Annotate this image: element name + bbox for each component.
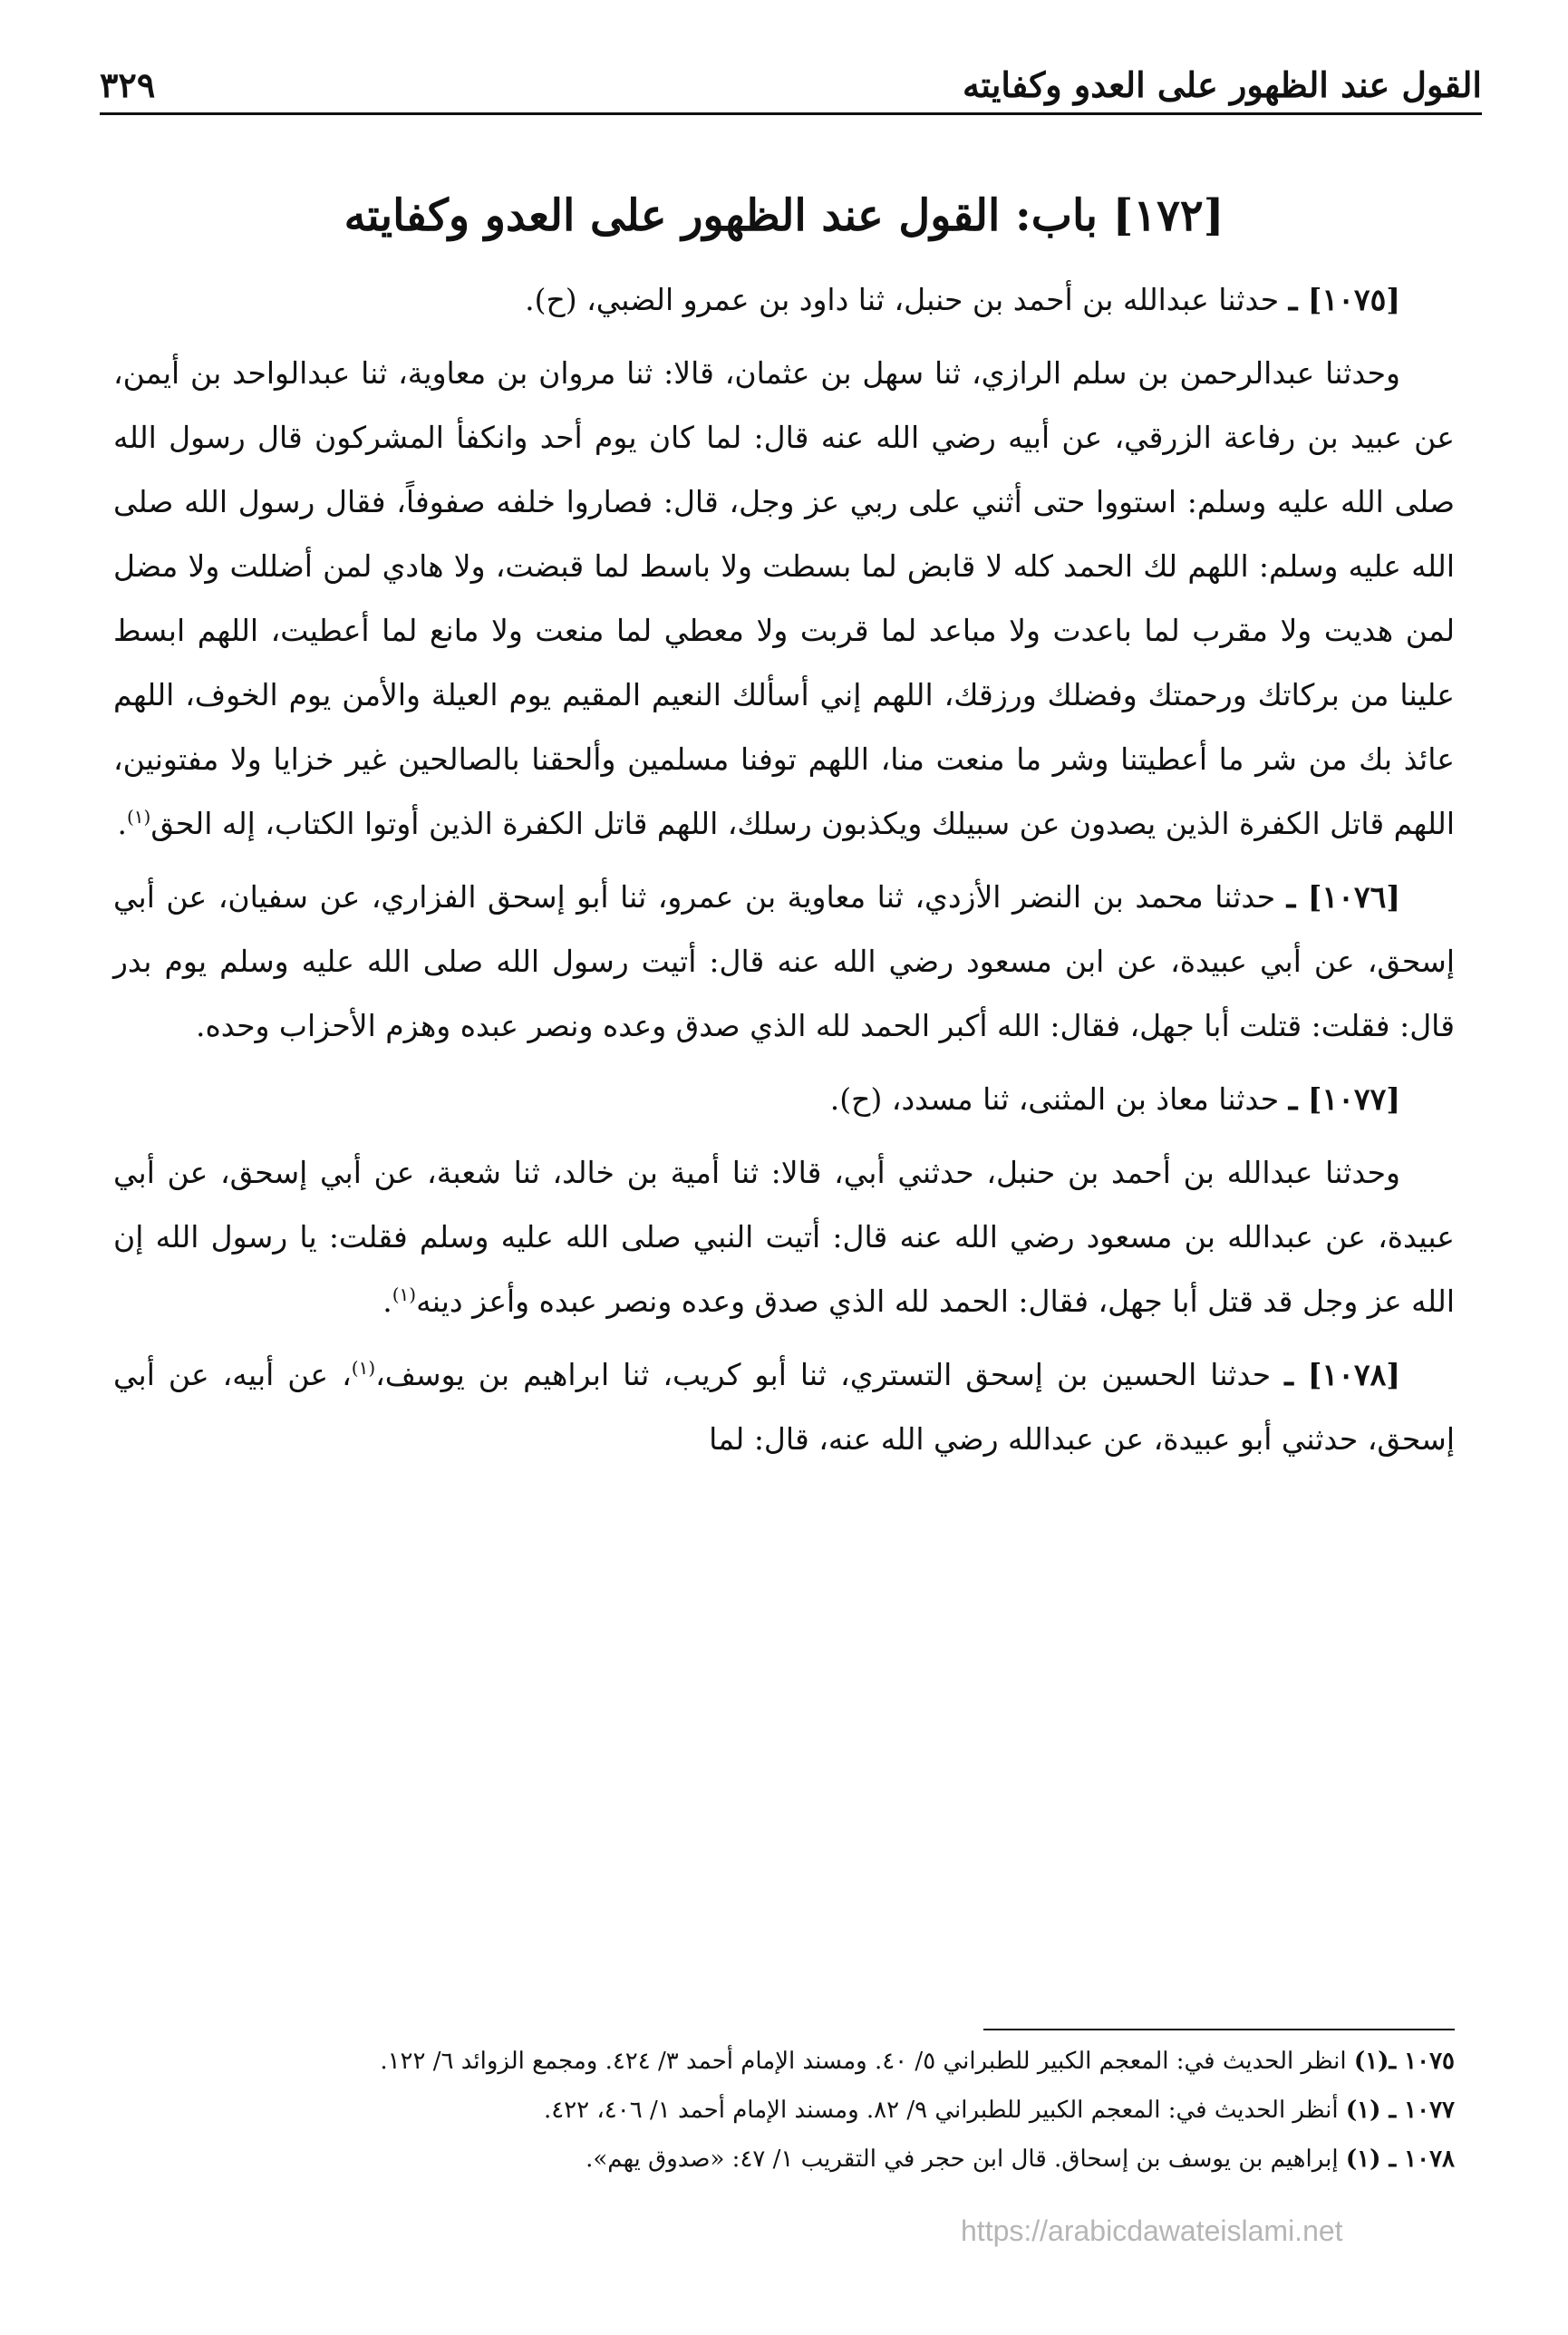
hadith-text: حدثنا الحسين بن إسحق التستري، ثنا أبو كريب، ثنا ابراهيم بن يوسف، [375, 1357, 1285, 1392]
footnote-marker: (١) [392, 1284, 417, 1305]
footnotes [113, 2039, 1455, 2186]
body-text [113, 267, 1455, 1480]
page-number: ٣٢٩ [100, 63, 156, 105]
hadith-paragraph [113, 1140, 1455, 1333]
footnote-marker: (١) [351, 1357, 376, 1379]
footnote-text: انظر الحديث في: المعجم الكبير للطبراني ٥/ ٤٠. ومسند الإمام أحمد ٣/ ٤٢٤. ومجمع الزوائد ٦/ ١٢٢. [380, 2048, 1354, 2075]
hadith-paragraph [113, 865, 1455, 1058]
hadith-number: [١٠٧٨] ـ [1284, 1357, 1400, 1392]
hadith-number: [١٠٧٧] ـ [1288, 1081, 1400, 1117]
footnote-marker: (١) [126, 806, 151, 828]
hadith-text: وحدثنا عبدالرحمن بن سلم الرازي، ثنا سهل بن عثمان، قالا: ثنا مروان بن معاوية، ثنا عبدالواحد بن أيمن، عن عبيد بن رفاعة الزرقي، عن أبيه رضي الله عنه قال: لما كان يوم أحد وانكفأ المشركون قال رسول الله صلى الله عليه وسلم: استووا حتى أثني على ربي عز وجل، قال: فصاروا خلفه صفوفاً، فقال رسول الله صلى الله عليه وسلم: اللهم لك الحمد كله لا قابض لما بسطت ولا باسط لما قبضت، ولا هادي لمن أضللت ولا مضل لمن هديت ولا مقرب لما باعدت ولا مباعد لما قربت ولا معطي لما منعت ولا مانع لما أعطيت، اللهم ابسط علينا من بركاتك ورحمتك وفضلك ورزقك، اللهم إني أسألك النعيم المقيم يوم العيلة والأمن يوم الخوف، اللهم عائذ بك من شر ما أعطيتنا وشر ما منعت منا، اللهم توفنا مسلمين وألحقنا بالصالحين غير خزايا ولا مفتونين، اللهم قاتل الكفرة الذين يصدون عن سبيلك ويكذبون رسلك، اللهم قاتل الكفرة الذين أوتوا الكتاب، إله الحق [113, 355, 1455, 841]
hadith-text-tail: . [117, 806, 127, 841]
hadith-text: حدثنا محمد بن النضر الأزدي، ثنا معاوية بن عمرو، ثنا أبو إسحق الفزاري، عن سفيان، عن أبي إسحق، عن أبي عبيدة، عن ابن مسعود رضي الله عنه قال: أتيت رسول الله صلى الله عليه وسلم يوم بدر قال: فقلت: قتلت أبا جهل، فقال: الله أكبر الحمد لله الذي صدق وعده ونصر عبده وهزم الأحزاب وحده. [113, 879, 1455, 1043]
watermark-url: https://arabicdawateislami.net [961, 2214, 1343, 2247]
footnote [113, 2137, 1455, 2181]
footnote-text: إبراهيم بن يوسف بن إسحاق. قال ابن حجر في التقريب ١/ ٤٧: «صدوق يهم». [586, 2146, 1346, 2173]
hadith-paragraph [113, 267, 1455, 332]
hadith-text-tail: . [382, 1284, 392, 1319]
footnote [113, 2088, 1455, 2132]
hadith-paragraph [113, 341, 1455, 856]
hadith-number: [١٠٧٥] ـ [1288, 282, 1400, 317]
hadith-text: حدثنا عبدالله بن أحمد بن حنبل، ثنا داود بن عمرو الضبي، (ح). [525, 282, 1289, 317]
running-title: القول عند الظهور على العدو وكفايته [963, 63, 1482, 105]
running-header [100, 56, 1482, 115]
footnote-label: ١٠٧٧ ـ (١) [1345, 2097, 1455, 2124]
hadith-text: وحدثنا عبدالله بن أحمد بن حنبل، حدثني أبي، قالا: ثنا أمية بن خالد، ثنا شعبة، عن أبي إسحق، عن أبي عبيدة، عن عبدالله بن مسعود رضي الله عنه قال: أتيت النبي صلى الله عليه وسلم فقلت: يا رسول الله إن الله عز وجل قد قتل أبا جهل، فقال: الحمد لله الذي صدق وعده ونصر عبده وأعز دينه [113, 1155, 1455, 1319]
footnote [113, 2039, 1455, 2083]
hadith-text: حدثنا معاذ بن المثنى، ثنا مسدد، (ح). [829, 1081, 1289, 1117]
hadith-number: [١٠٧٦] ـ [1286, 879, 1400, 915]
footnote-divider [983, 2029, 1455, 2030]
hadith-text-tail: ، عن أبيه، عن أبي إسحق، حدثني أبو عبيدة، عن عبدالله رضي الله عنه، قال: لما [113, 1357, 1455, 1457]
chapter-title: [١٧٢] باب: القول عند الظهور على العدو وكفايته [344, 190, 1224, 241]
hadith-paragraph [113, 1342, 1455, 1471]
footnote-label: ١٠٧٨ ـ (١) [1345, 2146, 1455, 2173]
hadith-paragraph [113, 1067, 1455, 1131]
footnote-text: أنظر الحديث في: المعجم الكبير للطبراني ٩/ ٨٢. ومسند الإمام أحمد ١/ ٤٠٦، ٤٢٢. [543, 2097, 1346, 2124]
footnote-label: ١٠٧٥ ـ(١) [1353, 2048, 1455, 2075]
